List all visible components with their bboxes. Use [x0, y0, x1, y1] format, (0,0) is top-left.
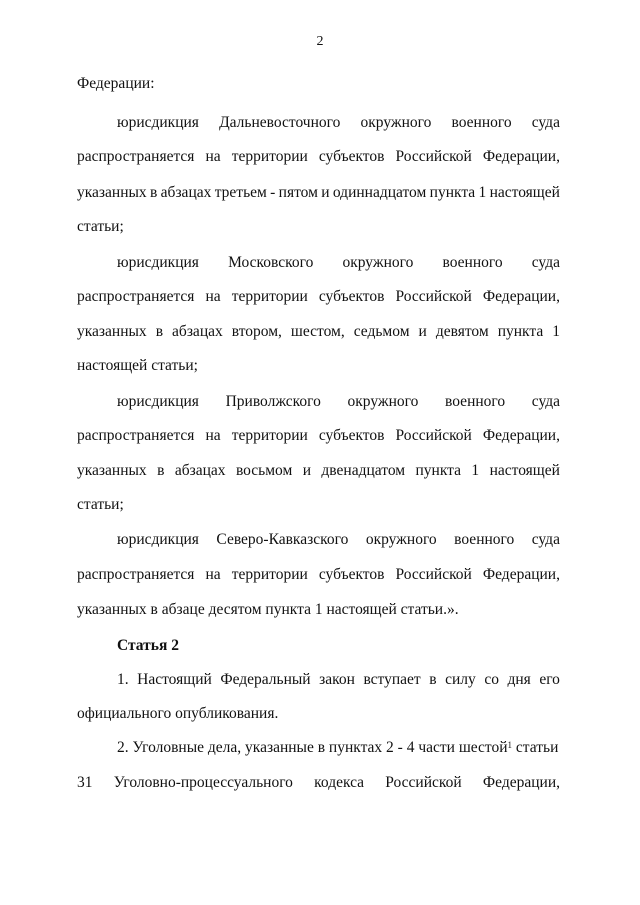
word: окружного [360, 114, 432, 131]
word: субъектов [318, 288, 385, 305]
word: настоящей статьи; [77, 357, 198, 374]
word: пятом [278, 184, 318, 201]
text-line [77, 461, 560, 481]
word: распространяется [77, 148, 195, 165]
word: абзацах [160, 184, 212, 201]
word: указанных в абзаце десятом пункта 1 настоящей статьи.». [77, 601, 459, 618]
word: Федерации, [482, 774, 560, 791]
word: абзацах [174, 462, 226, 479]
page-number: 2 [316, 34, 324, 49]
word: пункта [497, 323, 544, 340]
word: на [205, 566, 221, 583]
word: суда [531, 114, 560, 131]
text-line [117, 392, 560, 412]
word: пункта [415, 462, 462, 479]
word: указанных [77, 462, 147, 479]
text-line [77, 495, 560, 515]
word: указанных [77, 184, 147, 201]
word: статьи; [77, 218, 124, 235]
word: субъектов [318, 566, 385, 583]
word: на [205, 148, 221, 165]
text-line [77, 183, 560, 203]
word: в [429, 671, 437, 688]
word: распространяется [77, 288, 195, 305]
word: восьмом [235, 462, 293, 479]
word: 1 [471, 462, 480, 479]
word: суда [531, 531, 560, 548]
word: 1 [478, 184, 487, 201]
text-line [77, 287, 560, 307]
word: военного [451, 114, 512, 131]
word: территории [231, 288, 308, 305]
text-line [77, 322, 560, 342]
word: территории [231, 427, 308, 444]
word: одиннадцатом [332, 184, 427, 201]
text-line [77, 704, 560, 724]
word: Настоящий [137, 671, 212, 688]
word: Федерации, [482, 427, 560, 444]
word: и [321, 184, 330, 201]
word: статьи [512, 739, 559, 756]
word: суда [531, 254, 560, 271]
word: субъектов [318, 148, 385, 165]
word: Российской [395, 566, 472, 583]
word: Уголовно-процессуального [113, 774, 293, 791]
word: Федерации, [482, 288, 560, 305]
word: со [484, 671, 499, 688]
word: и [418, 323, 427, 340]
word: кодекса [314, 774, 365, 791]
word: пункта [429, 184, 476, 201]
word: абзацах [172, 323, 223, 340]
word: 1. [117, 671, 129, 688]
word: окружного [342, 254, 414, 271]
word: - [270, 184, 276, 201]
word: указанных [77, 323, 147, 340]
word: третьем [214, 184, 267, 201]
word: суда [531, 393, 560, 410]
word: настоящей [489, 462, 560, 479]
word: 31 [77, 774, 93, 791]
word: Дальневосточного [219, 114, 341, 131]
word: субъектов [318, 427, 385, 444]
word: 1 [552, 323, 560, 340]
word: его [539, 671, 560, 688]
word: Российской [385, 774, 462, 791]
word: Российской [395, 288, 472, 305]
text-line [77, 356, 560, 376]
text-line [117, 253, 560, 273]
word: территории [231, 566, 308, 583]
word: Статья 2 [117, 637, 179, 654]
word: закон [319, 671, 355, 688]
word: юрисдикция [117, 531, 199, 548]
text-line [77, 773, 560, 793]
word: Северо-Кавказского [216, 531, 349, 548]
word: силу [445, 671, 476, 688]
text-line [77, 600, 560, 620]
word: окружного [347, 393, 419, 410]
text-line [77, 565, 560, 585]
word: распространяется [77, 427, 195, 444]
word: юрисдикция [117, 114, 199, 131]
word: Федеральный [220, 671, 311, 688]
word: Приволжского [225, 393, 321, 410]
word: двенадцатом [321, 462, 406, 479]
word: Федерации, [482, 148, 560, 165]
word: Российской [395, 148, 472, 165]
word: девятом [435, 323, 489, 340]
word: в [150, 184, 158, 201]
word: и [302, 462, 312, 479]
article-heading [117, 636, 560, 656]
text-line [117, 738, 560, 758]
word: юрисдикция [117, 393, 199, 410]
word: дня [507, 671, 531, 688]
word: шестом, [290, 323, 345, 340]
word: Федерации, [482, 566, 560, 583]
text-line [117, 113, 560, 133]
text-line [77, 426, 560, 446]
word: военного [442, 254, 503, 271]
word: территории [231, 148, 308, 165]
word: юрисдикция [117, 254, 199, 271]
text-line [77, 147, 560, 167]
word: на [205, 288, 221, 305]
word: втором, [231, 323, 282, 340]
word: военного [445, 393, 506, 410]
superscript: 1 [507, 740, 513, 750]
text-line [77, 217, 560, 237]
word: окружного [365, 531, 437, 548]
text-line [77, 74, 560, 94]
word: в [157, 462, 165, 479]
text-line [117, 670, 560, 690]
word: 2. Уголовные дела, указанные в пунктах 2 - 4 части шестой [117, 739, 508, 756]
word: военного [454, 531, 515, 548]
word: седьмом [353, 323, 410, 340]
word: вступает [363, 671, 421, 688]
word: на [205, 427, 221, 444]
word: Федерации: [77, 75, 155, 92]
word: Московского [228, 254, 314, 271]
word: официального опубликования. [77, 705, 279, 722]
word: в [155, 323, 164, 340]
word: статьи; [77, 496, 124, 513]
word: настоящей [489, 184, 560, 201]
word: Российской [395, 427, 472, 444]
text-line [117, 530, 560, 550]
word: распространяется [77, 566, 195, 583]
